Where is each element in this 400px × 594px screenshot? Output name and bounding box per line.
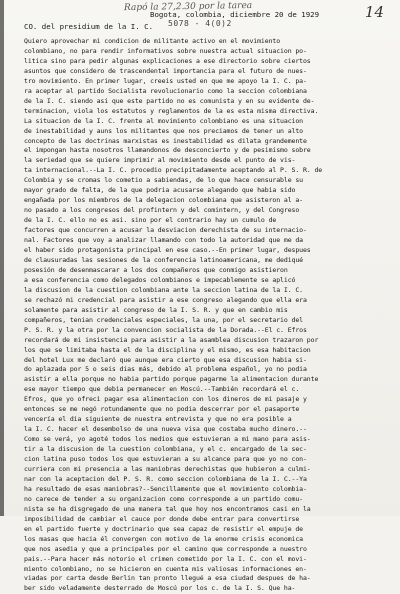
text-line: de clausuradas las sesiones de la conferencia latinoamericana, me dediqué (24, 255, 303, 264)
text-line: entonces se me negó rotundamente que no podia descerrar por el pasaporte (24, 405, 300, 414)
text-line: ber sido veladamente desterrado de Moscú por los c. de la I. S. Que ha- (24, 584, 296, 593)
salutation: CO. del presidium de la I. C. (24, 22, 154, 31)
text-line: el haber sido protagonista principal en ese caso.--En primer lugar, despues (24, 246, 311, 255)
text-line: en el partido fuerte y doctrinario que sea capaz de resistir el empuje de (24, 524, 303, 533)
text-line: pais.--Para hacer más notorio el crimen cometido por la I. C. con el movi- (24, 554, 307, 563)
text-line: tro movimiento. En primer lugar, creeis usted en que me apoyo la I. C. pa- (24, 76, 307, 85)
scan-edge (0, 0, 4, 516)
text-line: nal. Factores que voy a analizar llamando con todo la autoridad que me da (24, 236, 303, 245)
text-line: miento colombiano, no se hicieron en cuenta mis valiosas informaciones en- (24, 564, 307, 573)
text-line: no pasado a los congresos del profintern y del comintern, y del Congreso (24, 206, 300, 215)
text-line: terminacion, viola los estatutos y reglamentos de la es esta misma directiva. (24, 106, 319, 115)
text-line: tir a la discusion de la cuestion colombiana, y el c. encargado de la sec- (24, 445, 307, 454)
text-line: litica sino para pedir algunas explicaciones a ese directorio sobre ciertos (24, 56, 311, 65)
text-line: que nos asedia y que a principales por el camino que corresponde a nuestro (24, 544, 307, 553)
text-line: compañeros, tenian credenciales especiales, la una, por el secretario del (24, 315, 303, 324)
text-line: La situacion de la I. C. frente al movimiento colombiano es una situacion (24, 116, 303, 125)
text-line: posesión de desenmascarar a los dos compañeros que conmigo asistieron (24, 265, 288, 274)
text-line: de la I. C. siendo asi que este partido no es comunista y en su evidente de- (24, 96, 315, 105)
text-line: a esa conferencia como delegados colombianos e impecablemente se aplicó (24, 275, 296, 284)
text-line: la seriedad que se quiere imprimir al movimiento desde el punto de vis- (24, 156, 296, 165)
text-line: de inestabilidad y auns los militantes que nos preciamos de tener un alto (24, 126, 303, 135)
letter-body (24, 37, 396, 594)
text-line: recordará de mi insistencia para asistir a la asamblea discusion trazaron por (24, 335, 319, 344)
text-line: los masas que hacia él convergen con motivo de la enorme crisis economica (24, 534, 303, 543)
text-line: mayor grado de falta, de la que podria acusarse alegando que habia sido (24, 186, 296, 195)
text-line: viadas por carta desde Berlin tan pronto llegué a esa ciudad despues de ha- (24, 574, 311, 583)
text-line: nista se ha disgregado de una manera tal que hoy nos encontramos casi en la (24, 504, 311, 513)
text-line: Colombia y se cromas lo cometio a sabiendas, de lo que hace censurable su (24, 176, 303, 185)
text-line: ha resultado de esas maniobras?--Sencillamente que el movimiento colombia- (24, 484, 307, 493)
text-line: la discusion de la cuestion colombiana ante la seccion latina de la I. C. (24, 285, 303, 294)
text-line: no carece de tender a su organizacion como corresponde a un partido comu- (24, 494, 303, 503)
text-line: ra aceptar al partido Socialista revolucionario como la seccion colombiana (24, 86, 307, 95)
text-line: Efros, que yo ofreci pagar esa alimentacion con los dineros de mi pasaje y (24, 395, 307, 404)
text-line: do aplazada por 5 o seis dias más, debido al problema español, yo no podia (24, 365, 307, 374)
text-line: ta internacional.--La I. C. procedio precipitadamente aceptando al P. S. R. de (24, 166, 323, 175)
text-line: los que se limitaba hasta el de la disciplina y el mismo, es esa habitacion (24, 345, 311, 354)
text-line: P. S. R. y la otra por la convencion socialista de la Dorada.--El c. Efros (24, 325, 307, 334)
text-line: la I. C. hacer el desembolso de una nueva visa que costaba mucho dinero.-- (24, 425, 307, 434)
text-line: Como se verá, yo agoté todos los medios que estuvieran a mi mano para asis- (24, 435, 311, 444)
text-line: cion latina puso todos los que estuvieran a su alcance para que yo no con- (24, 455, 307, 464)
text-line: del hotel Lux me declaró que aunque era cierto que esa discusion habia si- (24, 355, 307, 364)
text-line: Quiero aprovechar mi condicion de militante activo en el movimiento (24, 37, 281, 45)
dateline: Bogota, colombia, diciembre 20 de 1929 (150, 10, 320, 19)
text-line: el impongan hasta nosotros llamandonos de desconcierto y de pesimismo sobre (24, 146, 311, 155)
text-line: asuntos que considero de trascendental importancia para el futuro de nues- (24, 66, 307, 75)
text-line: concepto de las doctrinas marxistas es inestabilidad es dilata grandemente (24, 136, 307, 145)
text-line: curriera con mi presencia a las maniobras derechistas que hubieron a culmi- (24, 464, 311, 473)
page-number: 14 (364, 3, 384, 21)
text-line: ese mayor tiempo que debia permanecer en Moscú.--También recordará el c. (24, 385, 300, 394)
text-line: vencería el dia siguiente de nuestra entrevista y que no era posible a (24, 415, 292, 424)
handwritten-annotation: Rapó la 27,2.30 por la tarea (123, 0, 253, 14)
text-line: solamente para asistir al congreso de la I. S. R. y que en cambio mis (24, 305, 288, 314)
archive-stamp-number: 5078 - 4(0)2 (168, 19, 232, 28)
text-line: asistir a ella porque no habia partido porque pagarme la alimentacion durante (24, 375, 319, 384)
text-line: de la I. C. ello no es asi. sino por el contrario hay un cumulo de (24, 216, 277, 225)
text-line: nar con la aceptacion del P. S. R. como seccion colombiana de la I. C.--Ya (24, 474, 307, 483)
text-line: factores que concurren a acusar la desviacion derechista de su internacio- (24, 226, 307, 235)
text-line: imposibilidad de cambiar el cauce por donde debe entrar para convertirse (24, 514, 300, 523)
text-line: colombiano, no para rendir informativos sobre nuestra actual situacion po- (24, 46, 307, 55)
text-line: engañada por los miembros de la delegacion colombiana que asisteron al a- (24, 196, 303, 205)
text-line: se rechazó mi credencial para asistir a ese congreso alegando que ella era (24, 295, 307, 304)
